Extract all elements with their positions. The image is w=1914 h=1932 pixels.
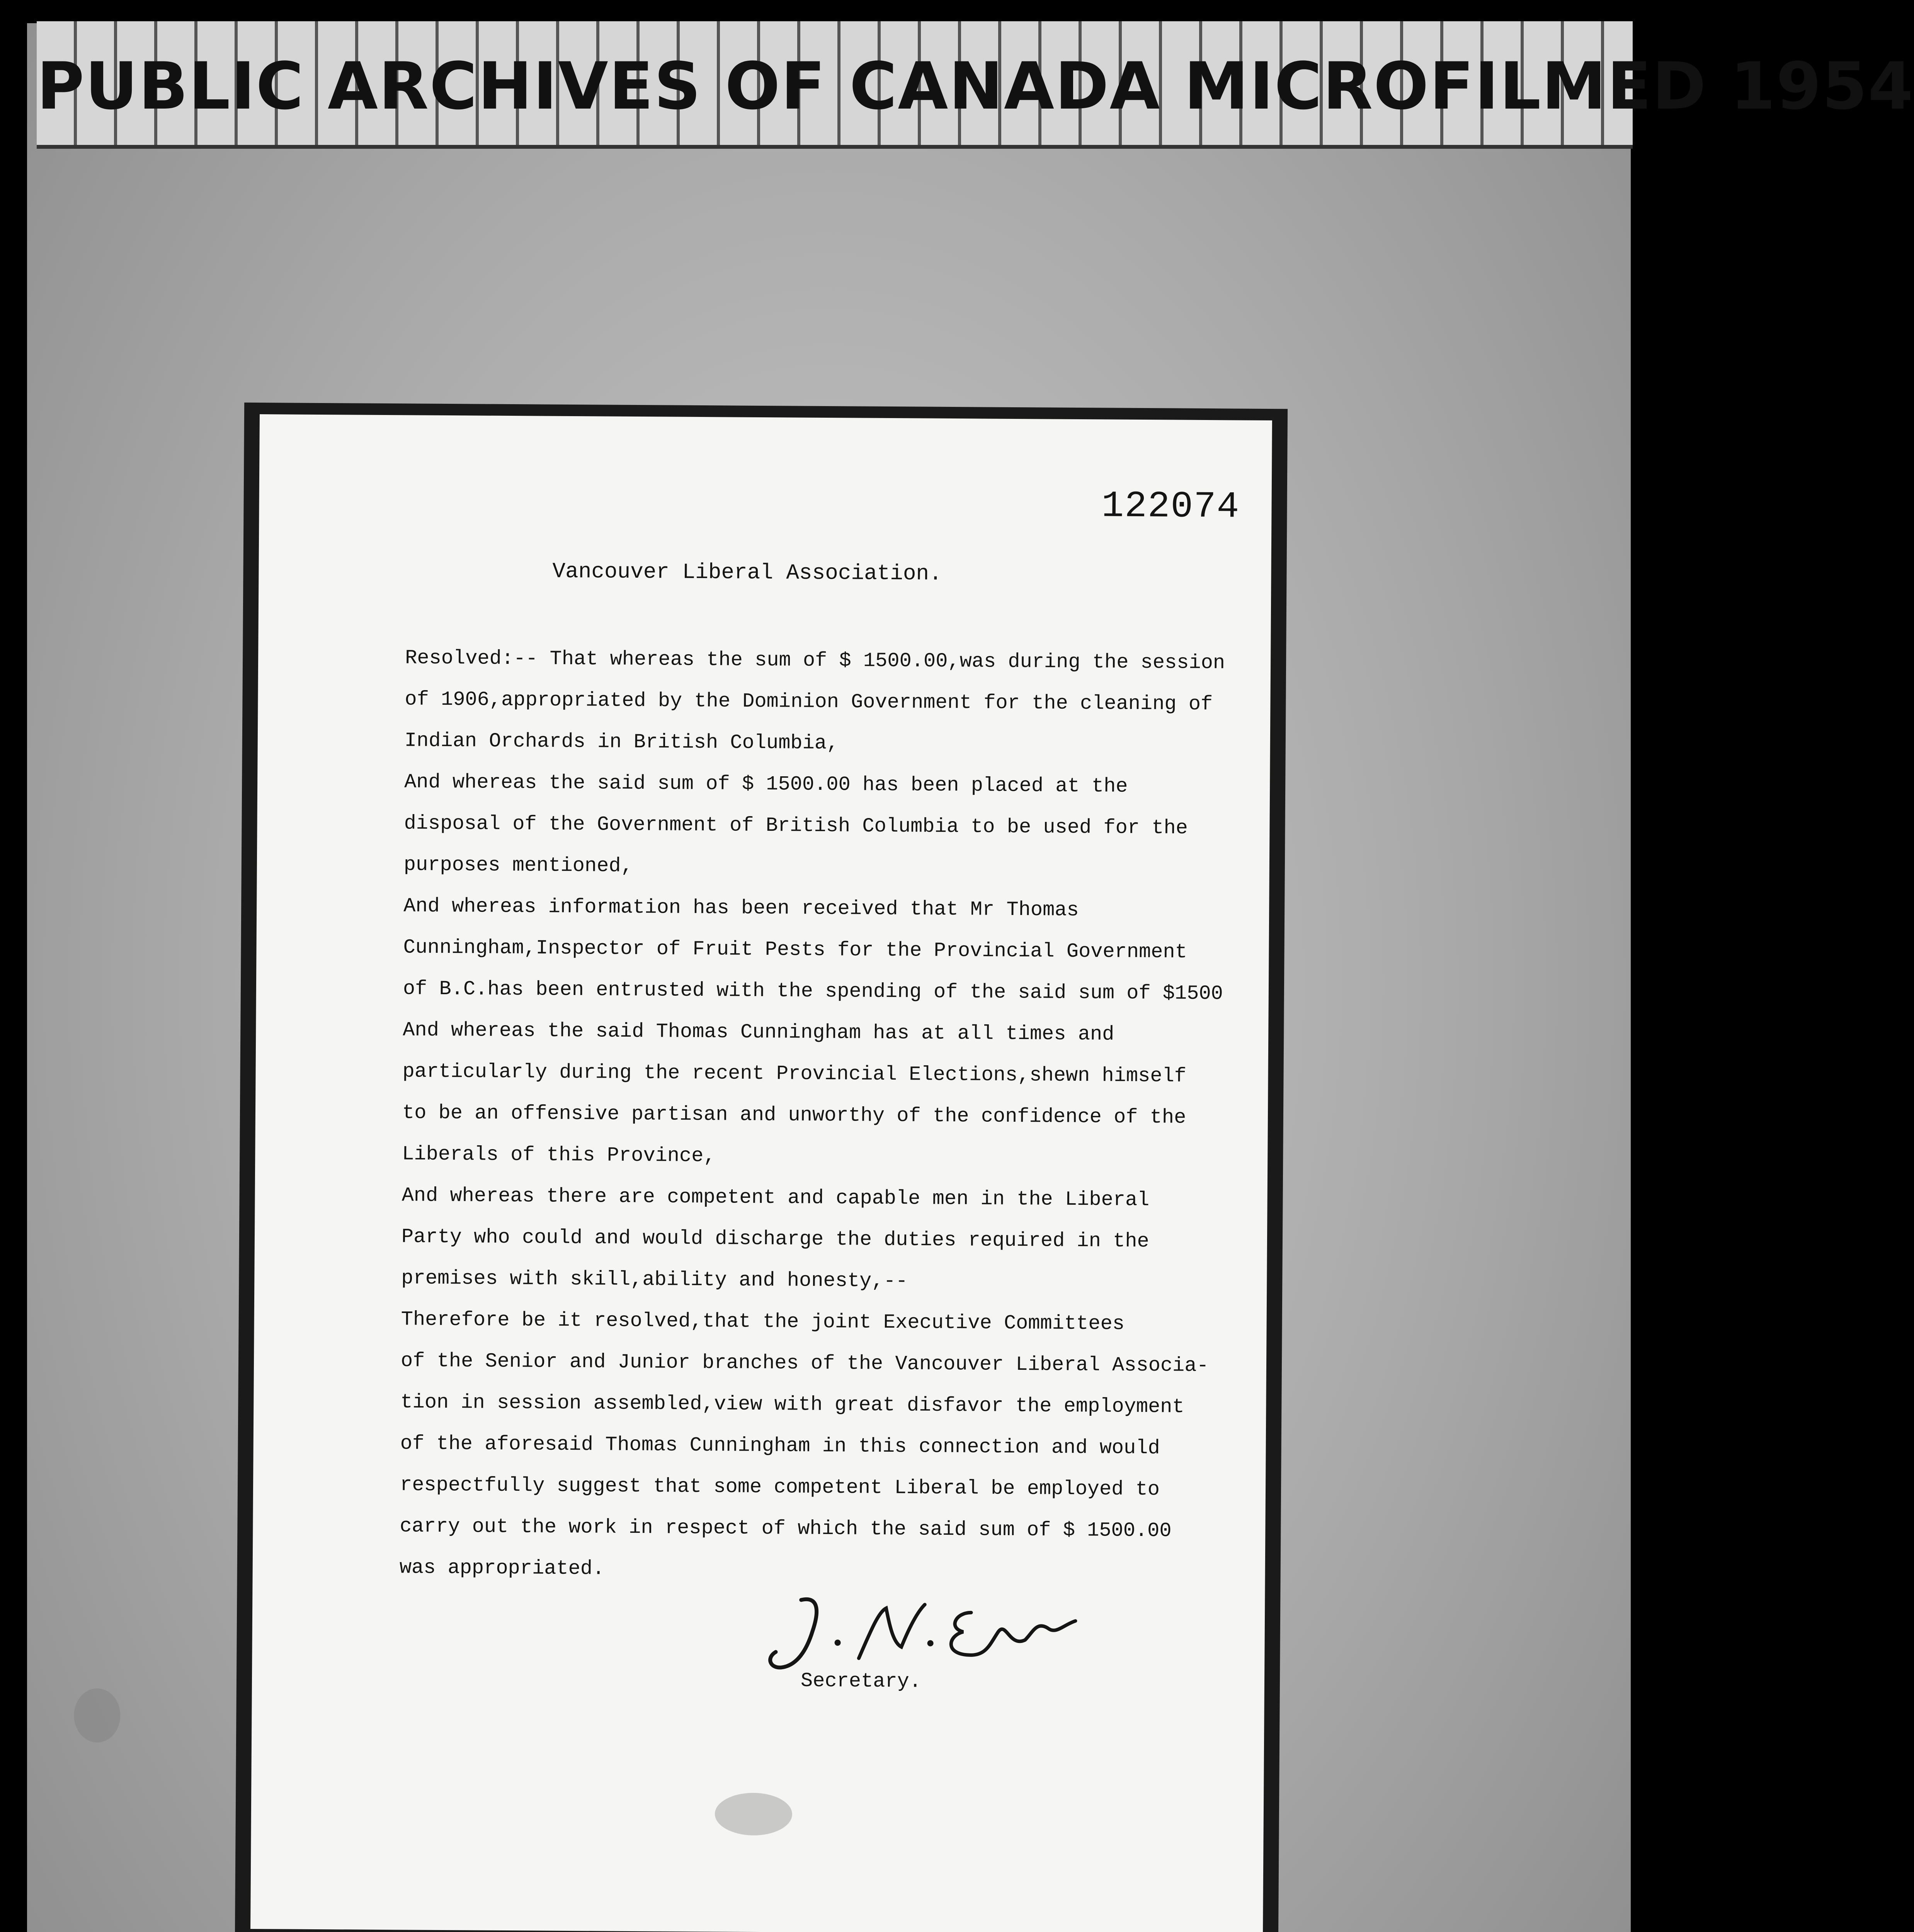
text-line: was appropriated. [399,1556,605,1580]
document-number: 122074 [1101,485,1240,528]
text-line: And whereas information has been received that Mr Thomas [403,895,1079,922]
stain-mark [715,1793,793,1835]
header-banner [37,21,1914,149]
text-line: Cunningham,Inspector of Fruit Pests for the Provincial Government [403,936,1188,964]
document-heading: Vancouver Liberal Association. [552,559,942,586]
text-line: Liberals of this Province, [402,1143,716,1168]
text-line: And whereas the said Thomas Cunningham has at all times and [403,1019,1114,1046]
text-line: Indian Orchards in British Columbia, [404,729,839,755]
text-line: of the aforesaid Thomas Cunningham in this connection and would [400,1432,1160,1460]
text-line: Therefore be it resolved,that the joint Executive Committees [401,1308,1125,1335]
text-line: carry out the work in respect of which the said sum of $ 1500.00 [400,1515,1172,1543]
text-line: Party who could and would discharge the duties required in the [401,1225,1149,1253]
text-line: of B.C.has been entrusted with the spending of the said sum of $1500 [403,977,1223,1005]
secretary-title: Secretary. [800,1669,922,1693]
text-line: And whereas there are competent and capable men in the Liberal [402,1184,1150,1212]
text-line: disposal of the Government of British Columbia to be used for the [404,812,1188,840]
text-line: tion in session assembled,view with great disfavor the employment [400,1391,1184,1418]
header-title: PUBLIC ARCHIVES OF CANADA MICROFILMED 1954 [37,48,1914,124]
document-sheet [250,414,1272,1932]
resolution-text [399,637,1225,1593]
text-line: to be an offensive partisan and unworthy of the confidence of the [402,1101,1186,1129]
text-line: particularly during the recent Provincial Elections,shewn himself [402,1060,1187,1088]
text-line: of the Senior and Junior branches of the Vancouver Liberal Associa- [400,1349,1209,1378]
text-line: premises with skill,ability and honesty,-- [401,1267,908,1293]
text-line: And whereas the said sum of $ 1500.00 has been placed at the [404,770,1128,798]
text-line: purposes mentioned, [403,853,633,878]
text-line: respectfully suggest that some competent Liberal be employed to [400,1473,1160,1501]
stain-mark [74,1688,121,1743]
text-line: of 1906,appropriated by the Dominion Government for the cleaning of [405,688,1213,716]
text-line: Resolved:-- That whereas the sum of $ 1500.00,was during the session [405,646,1225,675]
